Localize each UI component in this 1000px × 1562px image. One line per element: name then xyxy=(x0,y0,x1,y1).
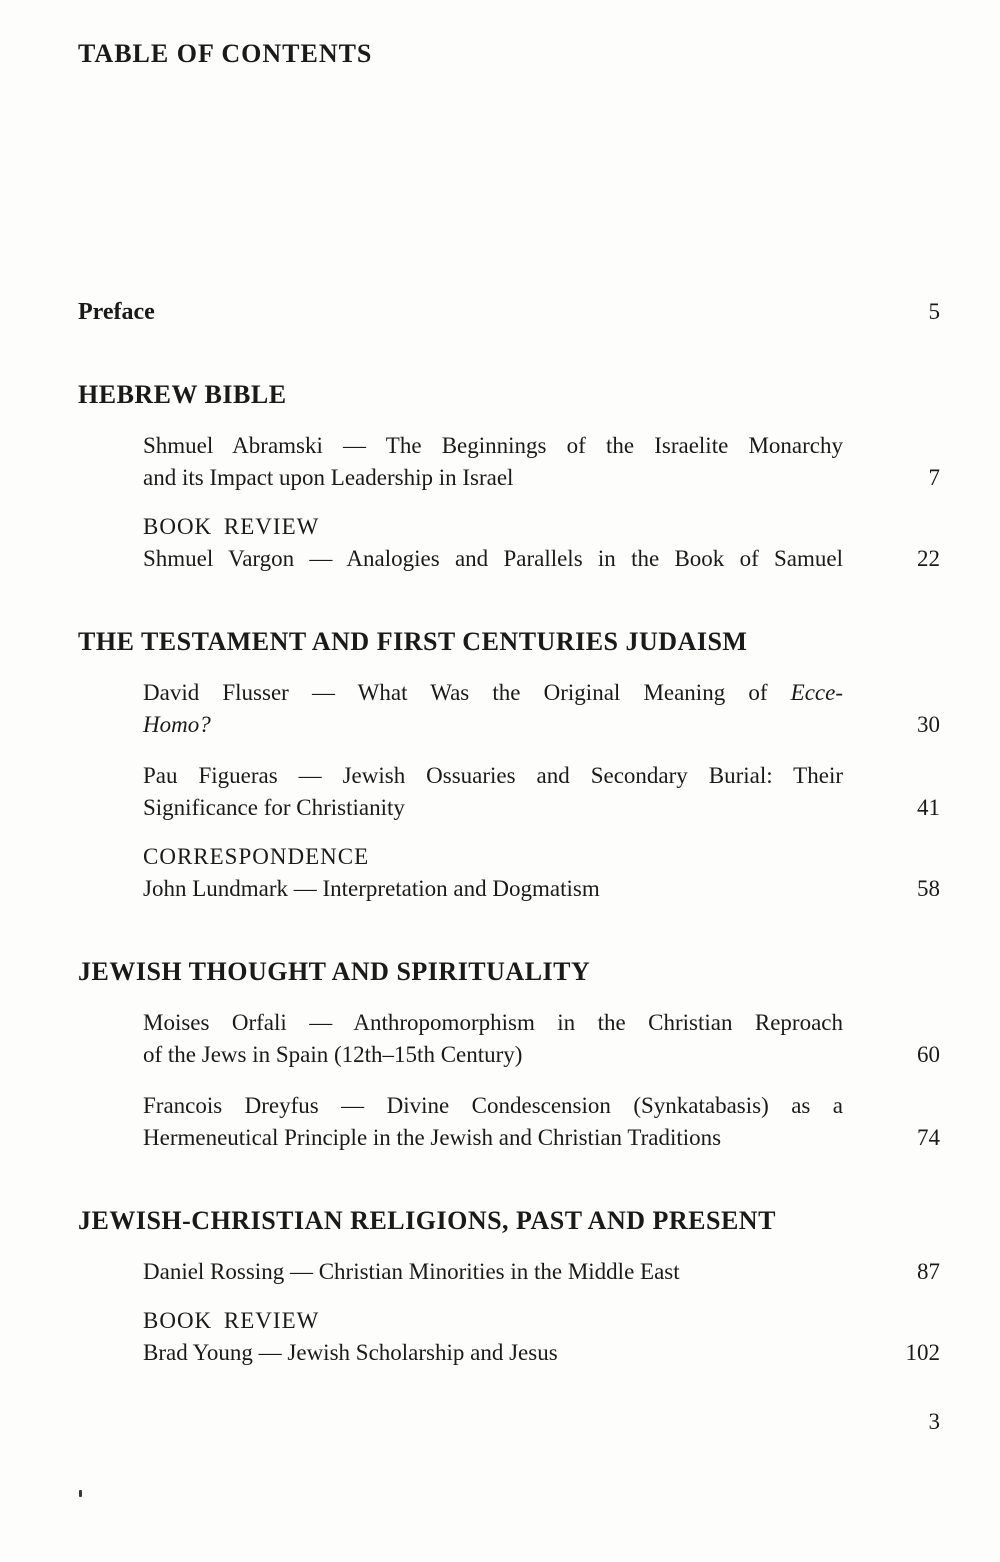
entry-page-number: 87 xyxy=(917,1259,940,1284)
entry-title xyxy=(143,1007,843,1071)
entry-page-number: 60 xyxy=(917,1042,940,1067)
toc-entry xyxy=(78,511,940,575)
entry-title-italic: Ecce- xyxy=(790,680,843,705)
entry-genre-label: CORRESPONDENCE xyxy=(143,844,370,869)
entry-title-line: Shmuel Vargon — Analogies and Parallels in the Book of Samuel xyxy=(143,546,843,571)
entry-title-line: Significance for Christianity xyxy=(143,795,405,820)
entry-title-line: Hermeneutical Principle in the Jewish and Christian Traditions xyxy=(143,1125,722,1150)
section-heading: JEWISH-CHRISTIAN RELIGIONS, PAST AND PRESENT xyxy=(78,1206,776,1235)
toc-section-jewish-christian xyxy=(78,1205,940,1369)
entry-title-text: David Flusser — What Was the Original Meaning of xyxy=(143,680,791,705)
entry-title-line: of the Jews in Spain (12th–15th Century) xyxy=(143,1042,523,1067)
entry-title xyxy=(143,1305,843,1369)
toc-entry xyxy=(78,677,940,741)
folio-page-number: 3 xyxy=(928,1409,940,1434)
toc-entry xyxy=(78,1305,940,1369)
toc-entry xyxy=(78,760,940,824)
section-heading: HEBREW BIBLE xyxy=(78,380,287,409)
entry-title xyxy=(143,430,843,494)
section-heading: THE TESTAMENT AND FIRST CENTURIES JUDAISM xyxy=(78,627,748,656)
entry-title xyxy=(143,1256,843,1288)
entry-title-line: Francois Dreyfus — Divine Condescension (Synkatabasis) as a xyxy=(143,1093,843,1118)
entry-page-number: 22 xyxy=(917,546,940,571)
entry-page-number: 74 xyxy=(917,1125,940,1150)
toc-entry xyxy=(78,841,940,905)
entry-genre-label: BOOK REVIEW xyxy=(143,514,320,539)
toc-entry-preface xyxy=(78,296,940,328)
page-title: TABLE OF CONTENTS xyxy=(78,39,373,68)
entry-title-line: Pau Figueras — Jewish Ossuaries and Secondary Burial: Their xyxy=(143,763,843,788)
toc-section-testament-judaism xyxy=(78,626,940,905)
entry-page-number: 30 xyxy=(917,712,940,737)
preface-page-number: 5 xyxy=(928,299,940,324)
entry-title-line: Daniel Rossing — Christian Minorities in the Middle East xyxy=(143,1259,680,1284)
toc-entry xyxy=(78,430,940,494)
entry-title xyxy=(143,511,843,575)
entry-title xyxy=(143,677,843,741)
scan-artifact xyxy=(79,1490,82,1497)
entry-title xyxy=(143,760,843,824)
entry-title-line: Moises Orfali — Anthropomorphism in the Christian Reproach xyxy=(143,1010,843,1035)
toc-entry xyxy=(78,1256,940,1288)
preface-label: Preface xyxy=(78,299,155,325)
entry-title-line: Homo? xyxy=(143,712,211,737)
entry-page-number: 102 xyxy=(905,1340,940,1365)
entry-genre-label: BOOK REVIEW xyxy=(143,1308,320,1333)
toc-section-hebrew-bible xyxy=(78,379,940,575)
entry-page-number: 58 xyxy=(917,876,940,901)
section-heading: JEWISH THOUGHT AND SPIRITUALITY xyxy=(78,957,591,986)
entry-page-number: 7 xyxy=(928,465,940,490)
entry-title-line: and its Impact upon Leadership in Israel xyxy=(143,465,514,490)
entry-page-number: 41 xyxy=(917,795,940,820)
toc-entry xyxy=(78,1090,940,1154)
entry-title xyxy=(143,841,843,905)
entry-title-line: John Lundmark — Interpretation and Dogmatism xyxy=(143,876,600,901)
entry-title-line: Brad Young — Jewish Scholarship and Jesus xyxy=(143,1340,558,1365)
entry-title xyxy=(143,1090,843,1154)
toc-section-jewish-thought xyxy=(78,956,940,1154)
entry-title-line: Shmuel Abramski — The Beginnings of the Israelite Monarchy xyxy=(143,433,843,458)
toc-entry xyxy=(78,1007,940,1071)
entry-title-line xyxy=(143,677,843,709)
